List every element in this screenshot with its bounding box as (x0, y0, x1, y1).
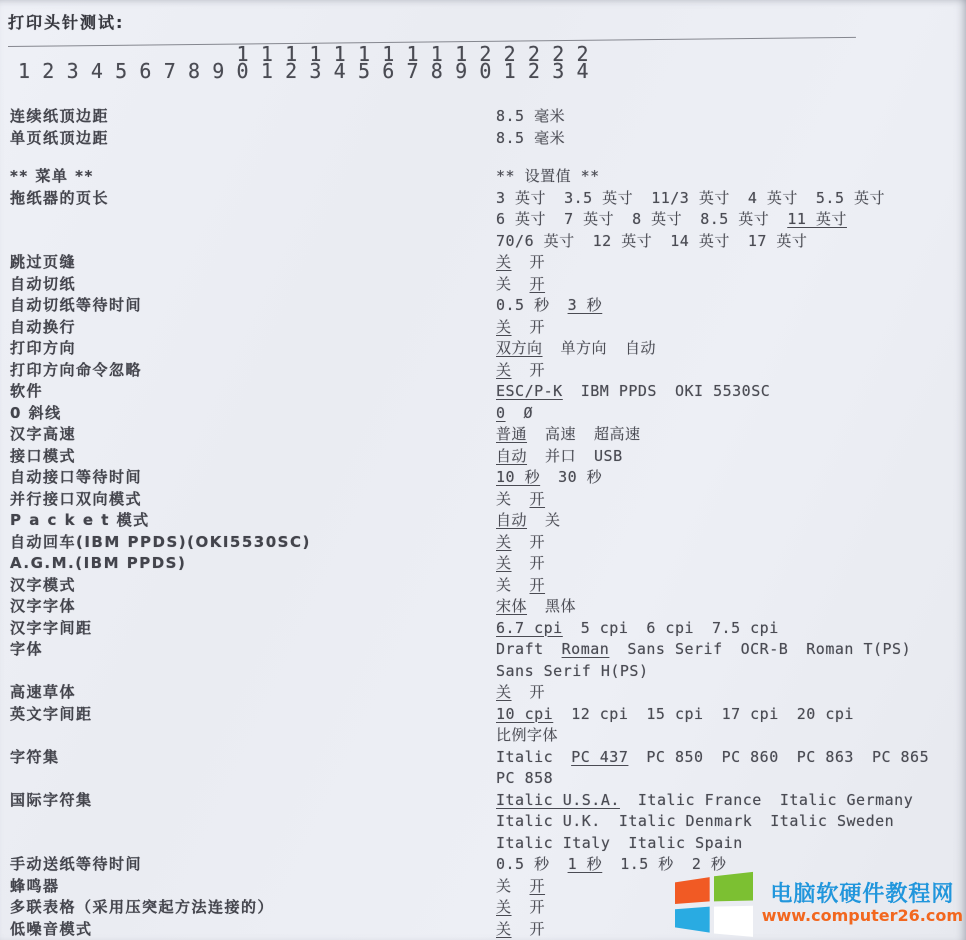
menu-item-values (496, 510, 962, 532)
value-option: 2 秒 (691, 855, 727, 873)
value-option: PC 865 (871, 747, 930, 766)
table-row (10, 575, 962, 597)
value-line (496, 532, 962, 554)
menu-item-label: P a c k e t 模式 (10, 511, 150, 529)
value-option: ** 设置值 ** (496, 167, 600, 185)
value-option: 6 cpi (646, 618, 695, 637)
table-row (10, 403, 962, 425)
value-option: 6 英寸 (496, 210, 547, 228)
value-option: 30 秒 (558, 468, 603, 486)
menu-item-label: 英文字间距 (10, 704, 93, 723)
value-line (496, 128, 962, 150)
menu-item-label: A.G.M.(IBM PPDS) (10, 554, 187, 572)
table-row (10, 747, 962, 790)
value-option: 1.5 秒 (620, 855, 674, 873)
menu-item-label: 高速草体 (10, 683, 77, 701)
value-option: 7.5 cpi (712, 618, 779, 637)
value-option: 7 英寸 (564, 210, 615, 228)
watermark-site-url: www.computer26.com (761, 906, 963, 926)
flag-tile-bottom-right (714, 906, 753, 937)
menu-item-values (496, 360, 962, 382)
value-option-selected: 3 秒 (567, 296, 603, 314)
value-option: 12 英寸 (592, 231, 653, 250)
menu-item-label: 接口模式 (10, 446, 77, 465)
menu-item-values (496, 682, 962, 704)
value-line (496, 403, 962, 425)
menu-item-label: 汉字模式 (10, 575, 77, 594)
value-option-selected: 开 (529, 876, 546, 895)
menu-item-label: 国际字符集 (10, 790, 93, 809)
value-line (496, 446, 962, 468)
value-option-selected: 自动 (496, 511, 528, 529)
value-line (496, 188, 962, 210)
value-option: 0.5 秒 (496, 855, 550, 873)
menu-item-label: 蜂鸣器 (10, 876, 60, 895)
value-line (496, 252, 962, 274)
value-option-selected: 开 (529, 575, 546, 594)
value-line (496, 682, 962, 704)
value-option-selected: Italic U.S.A. (496, 790, 620, 809)
value-option: 比例字体 (496, 726, 559, 744)
value-line (496, 596, 962, 618)
value-option-selected: 关 (496, 360, 512, 379)
value-option: 8 英寸 (632, 210, 683, 228)
table-row (10, 553, 962, 575)
value-option: 并口 (545, 446, 577, 465)
value-option: 单方向 (560, 339, 608, 357)
value-option-selected: 普通 (496, 425, 528, 443)
table-row (10, 489, 962, 511)
page-title: 打印头针测试: (8, 13, 125, 32)
value-option: 黑体 (545, 597, 577, 615)
menu-item-label: 软件 (10, 382, 44, 400)
value-option-selected: 1 秒 (567, 855, 603, 873)
menu-item-label: 低噪音模式 (10, 919, 93, 938)
menu-item-label: 汉字字体 (10, 597, 77, 615)
value-option: 5 cpi (580, 618, 629, 637)
value-option-selected: 关 (496, 898, 512, 916)
menu-item-label: 并行接口双向模式 (10, 489, 143, 508)
value-option: Italic U.K. (496, 812, 601, 830)
value-line (496, 833, 962, 855)
table-row (10, 166, 962, 188)
menu-item-label: 自动换行 (10, 317, 77, 336)
table-row (10, 682, 962, 704)
value-option: PC 863 (796, 747, 854, 766)
value-option: Draft (496, 640, 544, 658)
value-option: 开 (529, 532, 546, 551)
menu-item-label: 连续纸顶边距 (10, 107, 110, 125)
value-line (496, 209, 962, 231)
value-option: 关 (496, 575, 512, 594)
value-line (496, 381, 962, 403)
value-option: 开 (529, 317, 546, 336)
table-row (10, 446, 962, 468)
value-line (496, 317, 962, 339)
value-line (496, 360, 962, 382)
value-option: 15 cpi (646, 704, 704, 723)
table-row (10, 381, 962, 403)
settings-table (10, 106, 962, 940)
pin-numbers-tens-row: 1 1 1 1 1 1 1 1 1 1 2 2 2 2 2 (18, 42, 589, 66)
value-option: 3.5 英寸 (564, 188, 634, 207)
value-line (496, 166, 962, 188)
value-option: 开 (529, 683, 546, 701)
value-option: PC 850 (646, 747, 704, 766)
value-option: OKI 5530SC (674, 382, 771, 400)
value-line (496, 661, 962, 683)
value-line (496, 231, 962, 253)
value-option: IBM PPDS (580, 382, 657, 400)
menu-item-values (496, 489, 962, 511)
value-option-selected: 关 (496, 554, 512, 572)
table-row (10, 639, 962, 682)
menu-item-values (496, 790, 962, 855)
table-row (10, 295, 962, 317)
value-option: 开 (529, 898, 546, 916)
table-row (10, 790, 962, 855)
value-option-selected: ESC/P-K (496, 382, 563, 400)
menu-item-values (496, 532, 962, 554)
menu-item-values (496, 128, 962, 150)
value-option-selected: 自动 (496, 446, 528, 465)
value-option: 14 英寸 (670, 231, 730, 250)
value-line (496, 704, 962, 726)
table-row (10, 596, 962, 618)
value-line (496, 274, 962, 296)
value-line (496, 768, 962, 790)
menu-item-label: 手动送纸等待时间 (10, 855, 143, 873)
table-row (10, 106, 962, 128)
value-line (496, 510, 962, 532)
value-option-selected: 双方向 (496, 339, 543, 357)
table-row (10, 467, 962, 489)
menu-item-label: 汉字高速 (10, 425, 77, 443)
value-line (496, 489, 962, 511)
value-line (496, 725, 962, 747)
value-option-selected: 宋体 (496, 597, 528, 615)
table-row (10, 274, 962, 296)
menu-item-values (496, 403, 962, 425)
value-line (496, 467, 962, 489)
value-option: 开 (529, 253, 546, 271)
value-option: 17 英寸 (747, 231, 808, 250)
value-option: OCR-B (740, 640, 789, 658)
table-row (10, 510, 962, 532)
value-option: USB (594, 446, 623, 465)
value-option: Italic Denmark (618, 812, 753, 830)
value-option: Italic Italy (496, 833, 611, 852)
value-option: 超高速 (594, 425, 641, 443)
menu-item-values (496, 639, 962, 682)
value-option: PC 858 (496, 769, 554, 787)
value-option: 8.5 英寸 (700, 210, 770, 228)
value-line (496, 424, 962, 446)
watermark (675, 871, 963, 937)
value-line (496, 618, 962, 640)
value-option-selected: 0 (496, 403, 506, 422)
value-option: 关 (496, 274, 512, 293)
menu-item-values (496, 553, 962, 575)
menu-item-label: 自动切纸等待时间 (10, 296, 143, 314)
value-option: 70/6 英寸 (496, 231, 575, 250)
menu-item-values (496, 106, 962, 128)
table-row (10, 704, 962, 747)
value-option: 8.5 毫米 (496, 128, 566, 147)
value-option-selected: 11 英寸 (787, 210, 847, 228)
value-option: Italic Spain (628, 833, 743, 852)
value-option: 开 (529, 554, 546, 572)
menu-item-label: 打印方向命令忽略 (10, 360, 143, 379)
value-option: 3 英寸 (496, 188, 547, 207)
menu-item-values (496, 338, 962, 360)
table-row (10, 188, 962, 253)
value-option-selected: 开 (529, 274, 546, 293)
flag-tile-top-left (675, 877, 710, 904)
value-option: Sans Serif H(PS) (496, 661, 649, 680)
value-option-selected: 关 (496, 532, 512, 551)
menu-item-label: 0 斜线 (10, 403, 62, 422)
table-row (10, 338, 962, 360)
table-row (10, 618, 962, 640)
value-option: 20 cpi (796, 704, 854, 723)
menu-item-values (496, 747, 962, 790)
value-option: 高速 (545, 425, 577, 443)
value-line (496, 295, 962, 317)
flag-tile-top-right (714, 872, 753, 901)
table-row (10, 252, 962, 274)
value-option: 关 (496, 489, 512, 508)
watermark-site-name: 电脑软硬件教程网 (770, 882, 955, 908)
menu-item-values (496, 381, 962, 403)
value-option-selected: 10 秒 (496, 468, 541, 486)
value-option-selected: 6.7 cpi (496, 618, 563, 637)
menu-item-label: ** 菜单 ** (10, 167, 94, 185)
value-option: 11/3 英寸 (651, 188, 730, 207)
value-line (496, 639, 962, 661)
value-option: 8.5 毫米 (496, 107, 566, 125)
value-option: 17 cpi (721, 704, 779, 723)
value-option: Sans Serif (627, 640, 723, 658)
menu-item-values (496, 188, 962, 253)
value-option: 关 (545, 511, 561, 529)
value-option-selected: PC 437 (571, 747, 629, 766)
menu-item-values (496, 575, 962, 597)
menu-item-values (496, 252, 962, 274)
value-line (496, 338, 962, 360)
menu-item-label: 字体 (10, 640, 44, 658)
menu-item-label: 跳过页缝 (10, 253, 77, 271)
pin-numbers-units-row: 1 2 3 4 5 6 7 8 9 0 1 2 3 4 5 6 7 8 9 0 1 2 3 4 (18, 59, 589, 83)
value-option-selected: 10 cpi (496, 704, 554, 723)
menu-item-label: 自动切纸 (10, 274, 77, 293)
menu-item-values (496, 618, 962, 640)
menu-item-label: 多联表格（采用压突起方法连接的） (10, 898, 275, 916)
menu-item-values (496, 424, 962, 446)
value-option: PC 860 (721, 747, 779, 766)
windows-flag-logo (675, 871, 753, 937)
watermark-text (762, 882, 963, 926)
value-option: Italic Germany (779, 790, 914, 809)
menu-item-label: 拖纸器的页长 (10, 188, 110, 207)
table-row (10, 128, 962, 150)
menu-item-label: 自动接口等待时间 (10, 468, 143, 486)
table-row (10, 317, 962, 339)
menu-item-label: 字符集 (10, 747, 60, 766)
menu-item-label: 自动回车(IBM PPDS)(OKI5530SC) (10, 532, 311, 551)
menu-item-values (496, 274, 962, 296)
value-option: Italic Sweden (770, 812, 895, 830)
value-option: 关 (496, 876, 512, 895)
value-option: Italic France (637, 790, 762, 809)
value-line (496, 553, 962, 575)
value-option-selected: 开 (529, 489, 546, 508)
menu-item-values (496, 596, 962, 618)
value-option: 自动 (625, 339, 657, 357)
value-option: 4 英寸 (747, 188, 798, 207)
menu-item-values (496, 166, 962, 188)
value-line (496, 747, 962, 769)
table-row (10, 532, 962, 554)
menu-item-values (496, 317, 962, 339)
value-option-selected: Roman (561, 640, 610, 658)
value-option: 开 (529, 360, 546, 379)
value-option: 开 (529, 919, 546, 938)
value-option-selected: 关 (496, 683, 512, 701)
flag-tile-bottom-left (675, 907, 710, 933)
menu-item-values (496, 704, 962, 747)
menu-item-values (496, 467, 962, 489)
menu-item-values (496, 295, 962, 317)
table-row (10, 424, 962, 446)
value-line (496, 790, 962, 812)
menu-item-label: 汉字字间距 (10, 618, 93, 637)
value-option: Ø (523, 403, 534, 422)
value-option-selected: 关 (496, 253, 512, 271)
menu-item-label: 单页纸顶边距 (10, 128, 110, 147)
value-option: Italic (496, 747, 554, 766)
value-option: 12 cpi (571, 704, 629, 723)
value-option: Roman T(PS) (806, 640, 912, 658)
value-option: 0.5 秒 (496, 296, 550, 314)
menu-item-label: 打印方向 (10, 339, 77, 357)
value-line (496, 575, 962, 597)
table-row (10, 360, 962, 382)
value-option-selected: 关 (496, 919, 512, 938)
value-line (496, 106, 962, 128)
value-line (496, 811, 962, 833)
value-option-selected: 关 (496, 317, 512, 336)
value-option: 5.5 英寸 (815, 188, 886, 207)
menu-item-values (496, 446, 962, 468)
